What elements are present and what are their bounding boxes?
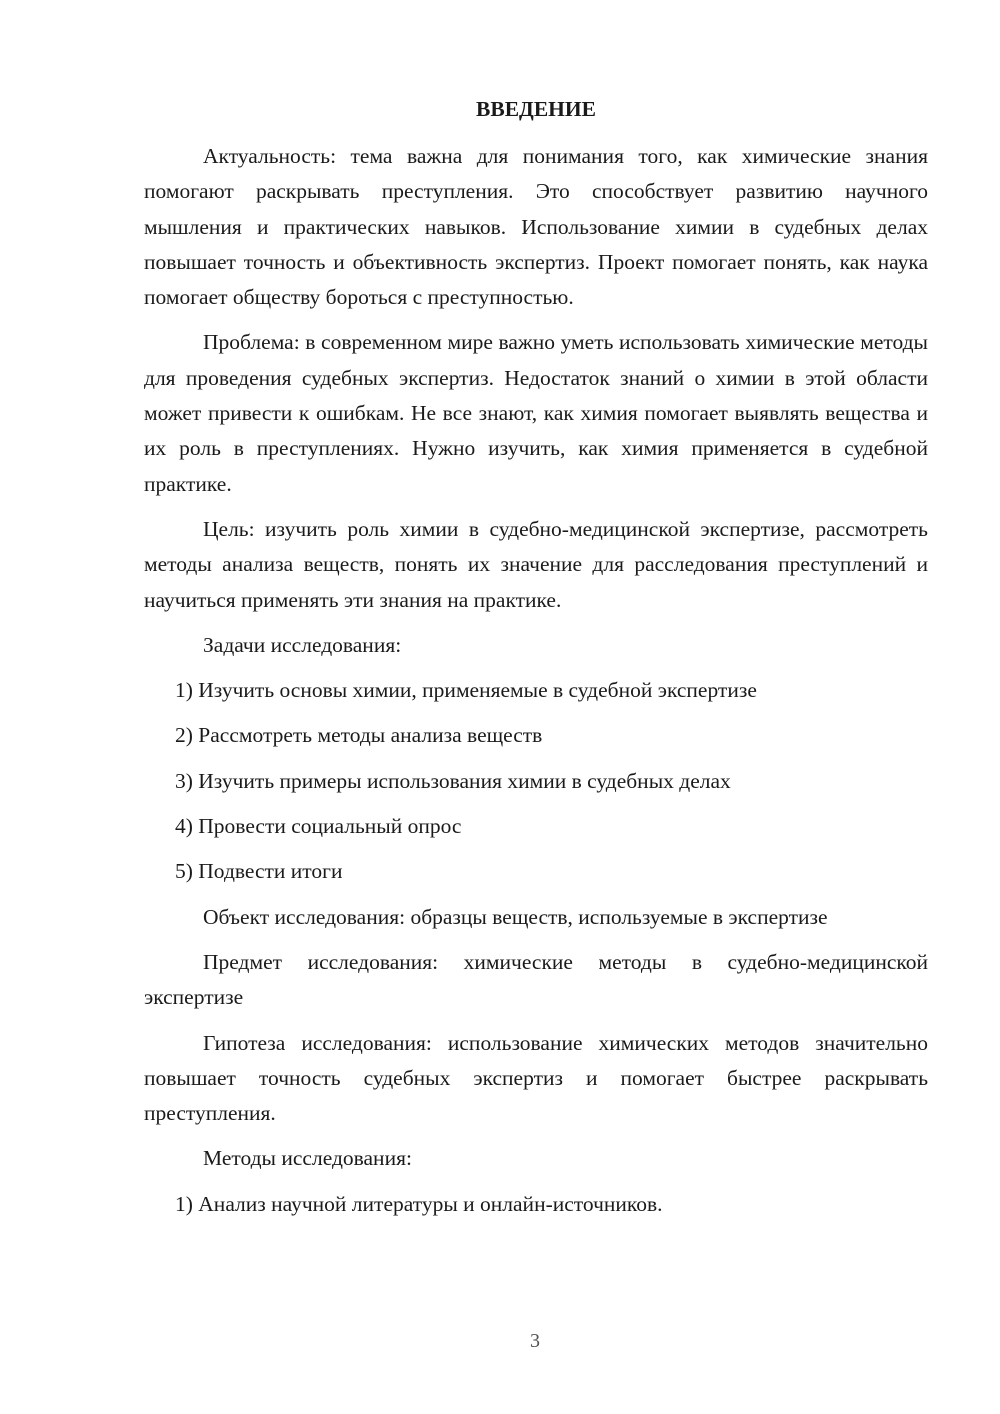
task-item-1: 1) Изучить основы химии, применяемые в судебной экспертизе (175, 678, 757, 703)
task-item-4: 4) Провести социальный опрос (175, 814, 462, 839)
methods-heading: Методы исследования: (203, 1146, 412, 1171)
hypothesis-paragraph: Гипотеза исследования: использование химических методов значительно повышает точность судебных экспертиз и помогает быстрее раскрывать преступления. (144, 1030, 928, 1126)
subject-paragraph: Предмет исследования: химические методы в судебно-медицинской экспертизе (144, 949, 928, 1010)
tasks-heading: Задачи исследования: (203, 632, 402, 657)
task-item-5: 5) Подвести итоги (175, 859, 343, 884)
goal-paragraph: Цель: изучить роль химии в судебно-медицинской экспертизе, рассмотреть методы анализа веществ, понять их значение для расследования преступлений и научиться применять эти знания на практике. (144, 516, 928, 612)
object-paragraph: Объект исследования: образцы веществ, используемые в экспертизе (203, 904, 828, 929)
tasks-list (144, 673, 928, 889)
document-page (144, 92, 928, 1232)
relevance-paragraph: Актуальность: тема важна для понимания того, как химические знания помогают раскрывать преступления. Это способствует развитию научного мышления и практических навыков. Использование химии в судебных делах повышает точность и объективность экспертиз. Проект помогает понять, как наука помогает обществу бороться с преступностью. (144, 144, 928, 310)
page-number: 3 (530, 1330, 540, 1352)
section-title: ВВЕДЕНИЕ (476, 97, 596, 121)
methods-list (144, 1187, 928, 1222)
problem-paragraph: Проблема: в современном мире важно уметь использовать химические методы для проведения судебных экспертиз. Недостаток знаний о химии в этой области может привести к ошибкам. Не все знают, как химия помогает выявлять вещества и их роль в преступлениях. Нужно изучить, как химия применяется в судебной практике. (144, 330, 928, 496)
task-item-2: 2) Рассмотреть методы анализа веществ (175, 723, 543, 748)
task-item-3: 3) Изучить примеры использования химии в судебных делах (175, 768, 731, 793)
method-item-1: 1) Анализ научной литературы и онлайн-источников. (175, 1191, 663, 1216)
